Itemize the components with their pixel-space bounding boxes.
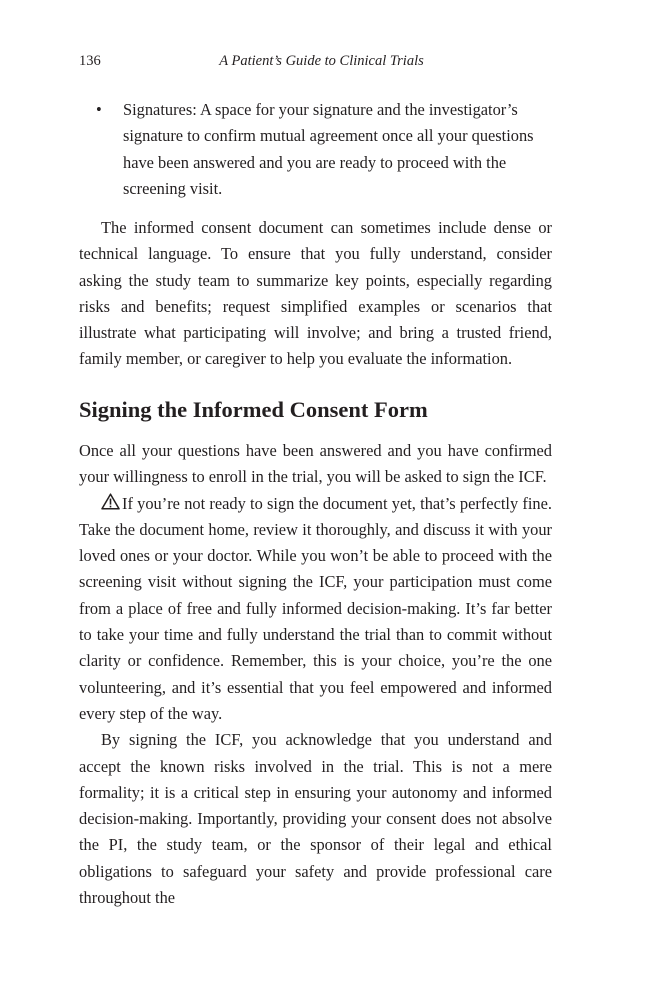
bullet-list [79, 97, 552, 202]
list-item [79, 97, 552, 202]
body-paragraph: The informed consent document can sometimes include dense or technical language. To ensure that you fully understand, consider asking the study team to summarize key points, especially regarding risks and benefits; request simplified examples or scenarios that illustrate what participating will involve; and bring a trusted friend, family member, or caregiver to help you evaluate the information. [79, 218, 552, 369]
running-head [79, 51, 552, 71]
bullet-icon: • [96, 100, 102, 119]
section-body [79, 438, 552, 911]
warning-text: If you’re not ready to sign the document yet, that’s perfectly fine. Take the document home, review it thoroughly, and discuss it with your loved ones or your doctor. While you won’t be able to proceed with the screening visit without signing the ICF, your participation must come from a place of free and fully informed decision-making. It’s far better to take your time and fully understand the trial than to commit without clarity or confidence. Remember, this is your choice, you’re the one volunteering, and it’s essential that you feel empowered and informed every step of the way. [79, 493, 552, 723]
intro-block [79, 215, 552, 373]
bullet-text: Signatures: A space for your signature and the investigator’s signature to confirm mutual agreement once all your questions have been answered and you are ready to proceed with the screening visit. [123, 100, 534, 198]
warning-paragraph [79, 491, 552, 728]
warning-triangle-icon [101, 493, 120, 510]
body-paragraph: Once all your questions have been answered and you have confirmed your willingness to enroll in the trial, you will be asked to sign the ICF. [79, 441, 552, 487]
page-number: 136 [79, 53, 101, 69]
section-heading: Signing the Informed Consent Form [79, 397, 428, 422]
book-title: A Patient’s Guide to Clinical Trials [219, 53, 424, 69]
body-paragraph: By signing the ICF, you acknowledge that you understand and accept the known risks involved in the trial. This is not a mere formality; it is a critical step in ensuring your autonomy and informed decision-making. Importantly, providing your consent does not absolve the PI, the study team, or the sponsor of their legal and ethical obligations to safeguard your safety and provide professional care throughout the [79, 730, 552, 908]
